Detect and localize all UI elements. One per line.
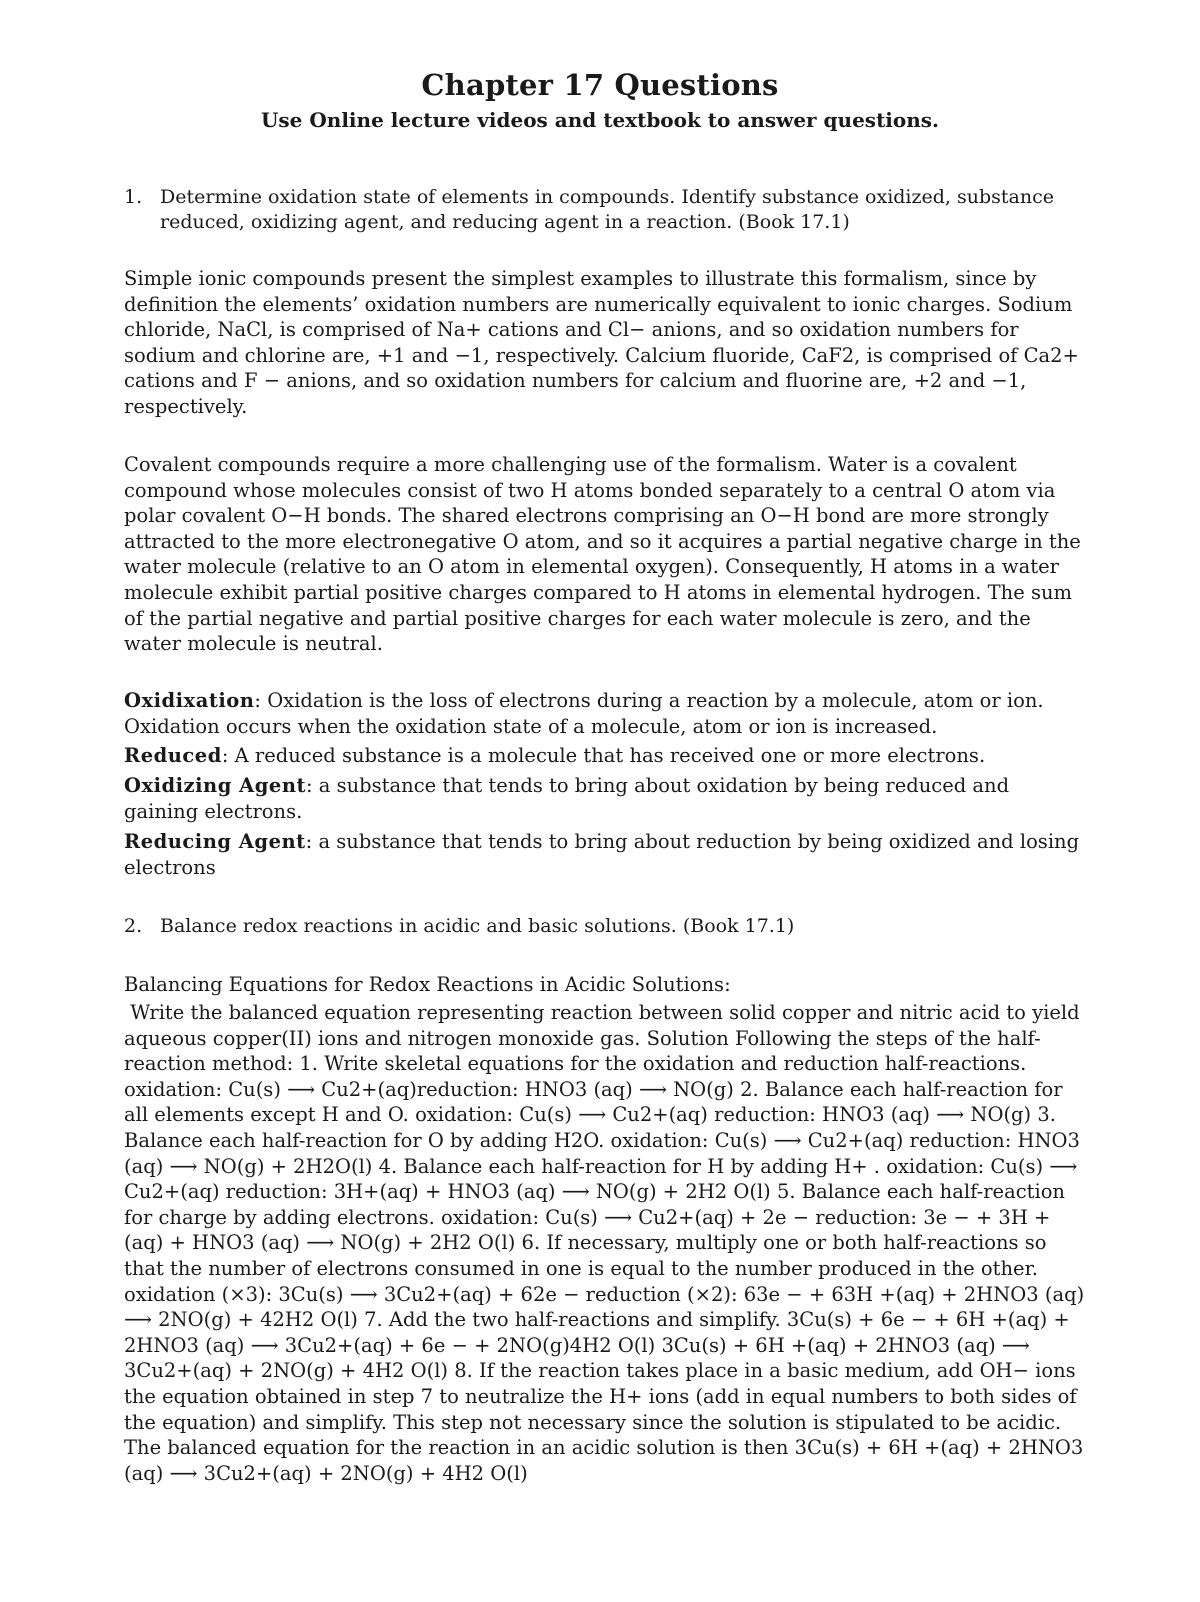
paragraph-ionic-compounds: Simple ionic compounds present the simplest examples to illustrate this formalism, since by definition the elements’ oxidation numbers are numerically equivalent to ionic charges. Sodium chloride, NaCl, is comprised of Na+ cations and Cl− anions, and so oxidation numbers for sodium and chlorine are, +1 and −1, respectively. Calcium fluoride, CaF2, is comprised of Ca2+ cations and F − anions, and so oxidation numbers for calcium and fluorine are, +2 and −1, respectively.	[124, 267, 1079, 418]
question-1-text: Determine oxidation state of elements in compounds. Identify substance oxidized, substance reduced, oxidizing agent, and reducing agent in a reaction. (Book 17.1)	[160, 186, 1054, 233]
question-2-number: 2.	[124, 915, 143, 937]
definition-term: Oxidixation	[124, 689, 255, 712]
definition-term: Reduced	[124, 744, 222, 767]
question-2-text: Balance redox reactions in acidic and basic solutions. (Book 17.1)	[160, 915, 795, 937]
definition-term: Oxidizing Agent	[124, 774, 307, 797]
paragraph-covalent-compounds: Covalent compounds require a more challenging use of the formalism. Water is a covalent compound whose molecules consist of two H atoms bonded separately to a central O atom via polar covalent O−H bonds. The shared electrons comprising an O−H bond are more strongly attracted to the more electronegative O atom, and so it acquires a partial negative charge in the water molecule (relative to an O atom in elemental oxygen). Consequently, H atoms in a water molecule exhibit partial positive charges compared to H atoms in elemental hydrogen. The sum of the partial negative and partial positive charges for each water molecule is zero, and the water molecule is neutral.	[124, 453, 1081, 656]
balancing-heading: Balancing Equations for Redox Reactions in Acidic Solutions:	[124, 973, 731, 996]
definition-oxidizing-agent: Oxidizing Agent: a substance that tends to bring about oxidation by being reduced and gaining electrons.	[124, 774, 1010, 823]
definition-text: a substance that tends to bring about oxidation by being reduced and gaining electrons.	[124, 774, 1010, 823]
question-1-number: 1.	[124, 186, 143, 208]
definition-reduced: Reduced: A reduced substance is a molecule that has received one or more electrons.	[124, 744, 986, 767]
question-2	[124, 914, 1084, 939]
definition-text: a substance that tends to bring about reduction by being oxidized and losing electrons	[124, 830, 1080, 879]
definition-reducing-agent: Reducing Agent: a substance that tends to bring about reduction by being oxidized and losing electrons	[124, 830, 1080, 879]
definition-oxidation: Oxidixation: Oxidation is the loss of electrons during a reaction by a molecule, atom or ion. Oxidation occurs when the oxidation state of a molecule, atom or ion is increased.	[124, 689, 1044, 738]
page-subtitle: Use Online lecture videos and textbook to answer questions.	[260, 108, 940, 132]
definition-term: Reducing Agent	[124, 830, 306, 853]
definition-text: A reduced substance is a molecule that has received one or more electrons.	[228, 744, 986, 767]
question-1	[124, 185, 1084, 235]
definition-text: Oxidation is the loss of electrons during a reaction by a molecule, atom or ion. Oxidation occurs when the oxidation state of a molecule, atom or ion is increased.	[124, 689, 1044, 738]
balancing-body: Write the balanced equation representing reaction between solid copper and nitric acid to yield aqueous copper(II) ions and nitrogen monoxide gas. Solution Following the steps of the half-reaction method: 1. Write skeletal equations for the oxidation and reduction half-reactions. oxidation: Cu(s) ⟶ Cu2+(aq)reduction: HNO3 (aq) ⟶ NO(g) 2. Balance each half-reaction for all elements except H and O. oxidation: Cu(s) ⟶ Cu2+(aq) reduction: HNO3 (aq) ⟶ NO(g) 3. Balance each half-reaction for O by adding H2O. oxidation: Cu(s) ⟶ Cu2+(aq) reduction: HNO3 (aq) ⟶ NO(g) + 2H2O(l) 4. Balance each half-reaction for H by adding H+ . oxidation: Cu(s) ⟶ Cu2+(aq) reduction: 3H+(aq) + HNO3 (aq) ⟶ NO(g) + 2H2 O(l) 5. Balance each half-reaction for charge by adding electrons. oxidation: Cu(s) ⟶ Cu2+(aq) + 2e − reduction: 3e − + 3H +(aq) + HNO3 (aq) ⟶ NO(g) + 2H2 O(l) 6. If necessary, multiply one or both half-reactions so that the number of electrons consumed in one is equal to the number produced in the other. oxidation (×3): 3Cu(s) ⟶ 3Cu2+(aq) + 62e − reduction (×2): 63e − + 63H +(aq) + 2HNO3 (aq) ⟶ 2NO(g) + 42H2 O(l) 7. Add the two half-reactions and simplify. 3Cu(s) + 6e − + 6H +(aq) + 2HNO3 (aq) ⟶ 3Cu2+(aq) + 6e − + 2NO(g)4H2 O(l) 3Cu(s) + 6H +(aq) + 2HNO3 (aq) ⟶ 3Cu2+(aq) + 2NO(g) + 4H2 O(l) 8. If the reaction takes place in a basic medium, add OH− ions the equation obtained in step 7 to neutralize the H+ ions (add in equal numbers to both sides of the equation) and simplify. This step not necessary since the solution is stipulated to be acidic. The balanced equation for the reaction in an acidic solution is then 3Cu(s) + 6H +(aq) + 2HNO3 (aq) ⟶ 3Cu2+(aq) + 2NO(g) + 4H2 O(l)	[124, 1001, 1091, 1485]
page-title: Chapter 17 Questions	[421, 68, 779, 102]
